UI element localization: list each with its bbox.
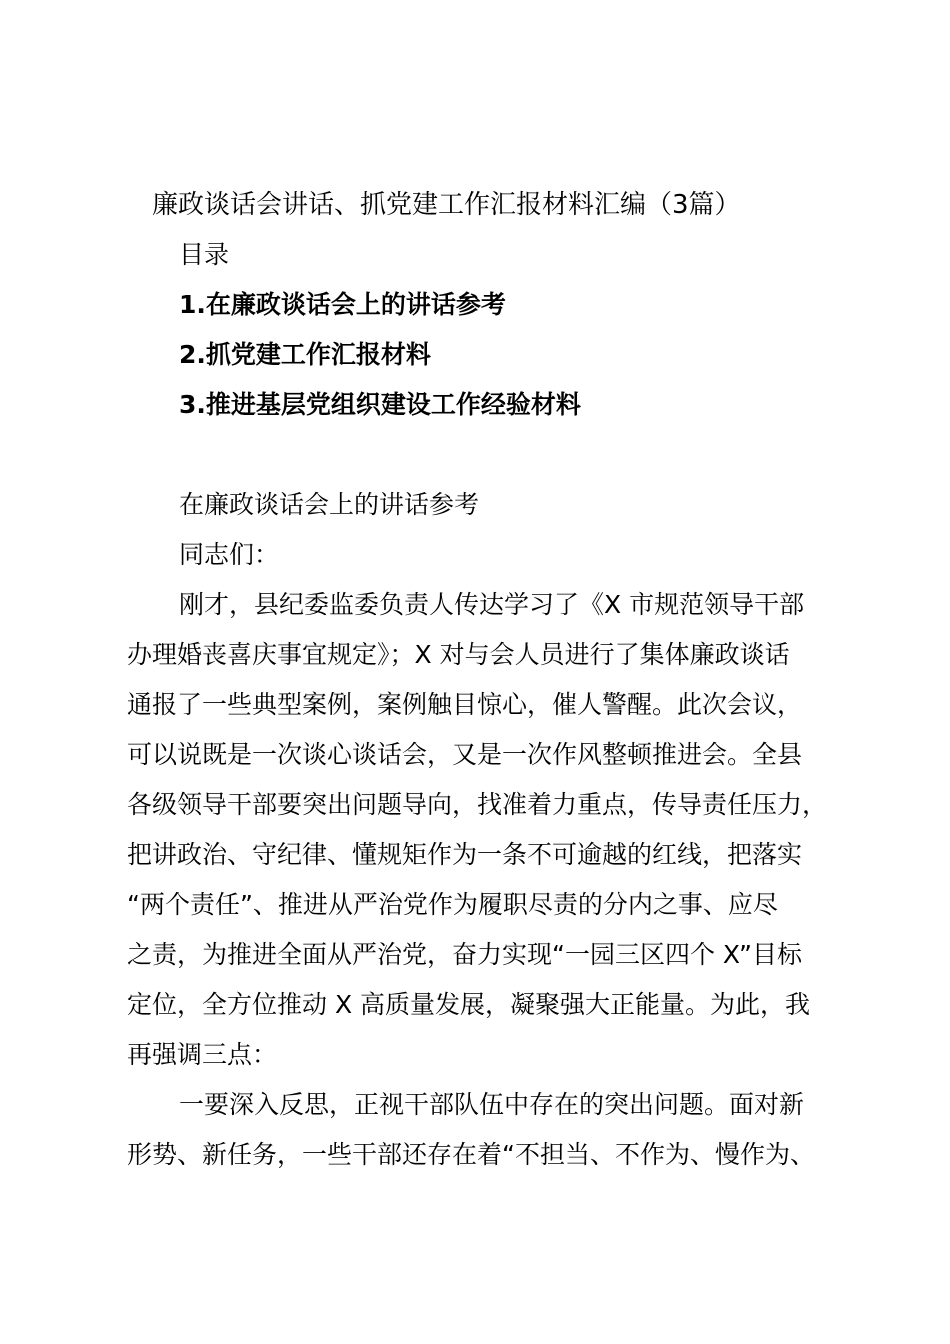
- toc-item-2: 2.抓党建工作汇报材料: [179, 340, 431, 369]
- document-title: 廉政谈话会讲话、抓党建工作汇报材料汇编（3篇）: [152, 190, 741, 220]
- paragraph-line: 再强调三点：: [127, 1040, 278, 1069]
- toc-item-1: 1.在廉政谈话会上的讲话参考: [179, 290, 506, 319]
- paragraph-line: 把讲政治、守纪律、懂规矩作为一条不可逾越的红线，把落实: [127, 840, 803, 869]
- paragraph-line: 通报了一些典型案例，案例触目惊心，催人警醒。此次会议，: [127, 690, 803, 719]
- paragraph-line: “两个责任”、推进从严治党作为履职尽责的分内之事、应尽: [127, 890, 778, 919]
- paragraph-line: 形势、新任务，一些干部还存在着“不担当、不作为、慢作为、: [127, 1140, 815, 1169]
- paragraph-line: 办理婚丧喜庆事宜规定》；X 对与会人员进行了集体廉政谈话: [127, 640, 790, 669]
- toc-item-3: 3.推进基层党组织建设工作经验材料: [179, 390, 581, 419]
- paragraph-line: 之责，为推进全面从严治党，奋力实现“一园三区四个 X”目标: [127, 940, 802, 969]
- paragraph-line: 一要深入反思，正视干部队伍中存在的突出问题。面对新: [179, 1090, 805, 1119]
- section-title: 在廉政谈话会上的讲话参考: [179, 490, 480, 519]
- paragraph-line: 各级领导干部要突出问题导向，找准着力重点，传导责任压力，: [127, 790, 828, 819]
- salutation: 同志们：: [179, 540, 280, 569]
- toc-heading: 目录: [179, 240, 230, 269]
- paragraph-line: 定位，全方位推动 X 高质量发展，凝聚强大正能量。为此，我: [127, 990, 811, 1019]
- paragraph-line: 可以说既是一次谈心谈话会，又是一次作风整顿推进会。全县: [127, 740, 803, 769]
- paragraph-line: 刚才，县纪委监委负责人传达学习了《X 市规范领导干部: [179, 590, 805, 619]
